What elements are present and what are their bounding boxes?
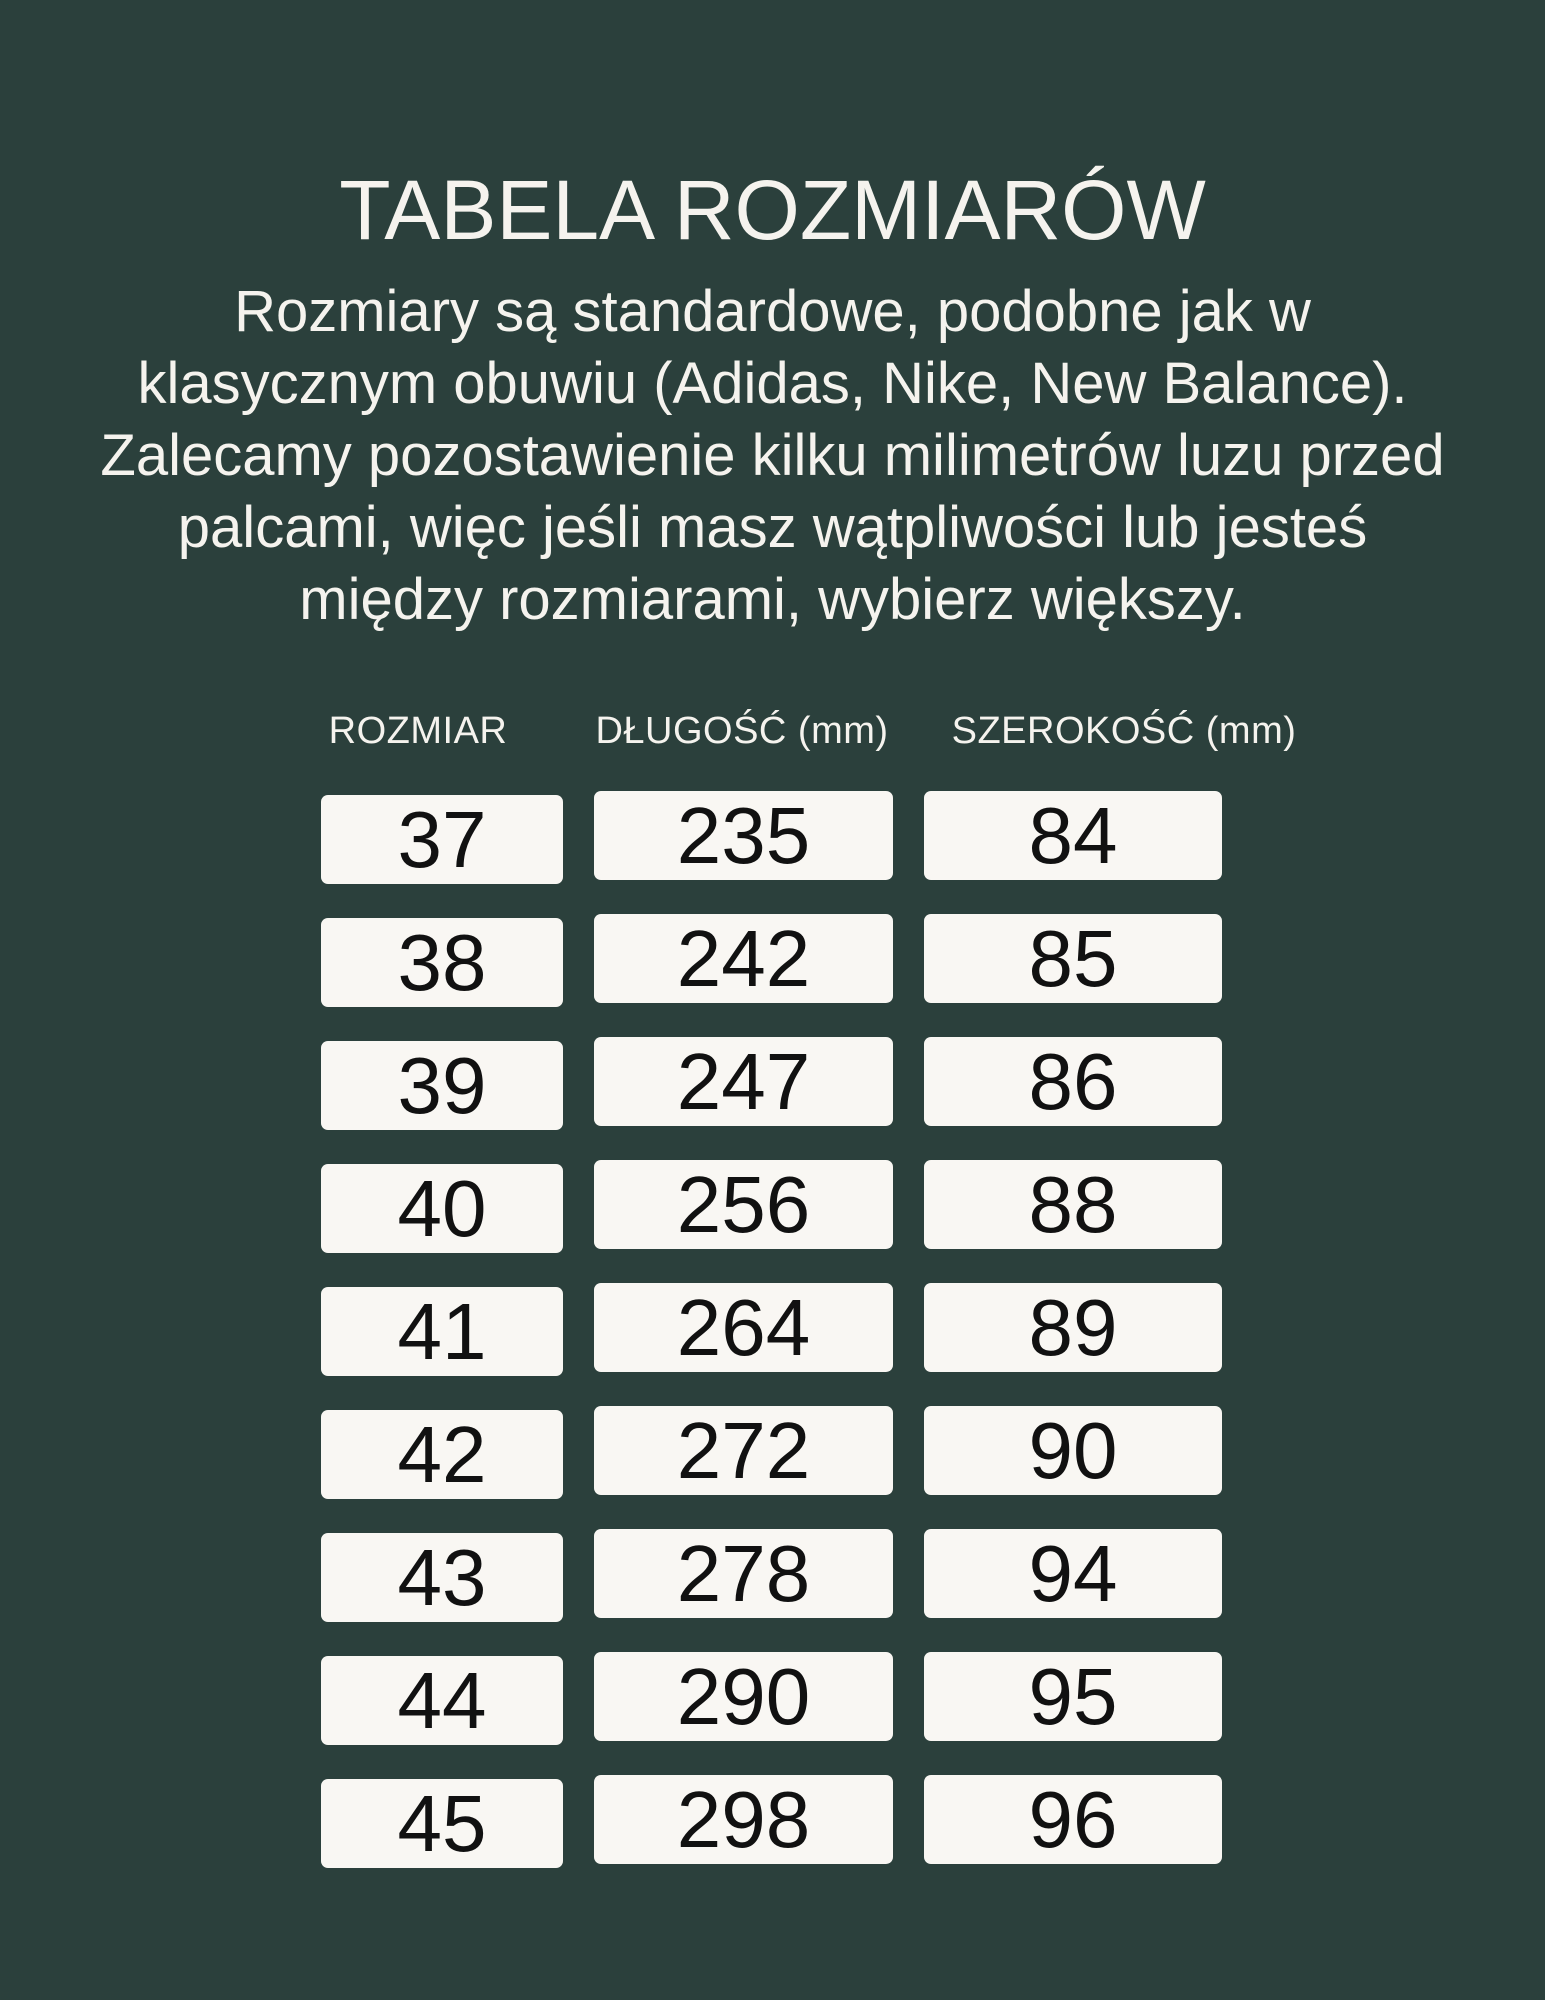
length-cell: 235 bbox=[594, 791, 893, 880]
width-cell: 89 bbox=[924, 1283, 1222, 1372]
size-cell: 38 bbox=[321, 918, 563, 1007]
size-cell: 43 bbox=[321, 1533, 563, 1622]
column-header-width: SZEROKOŚĆ (mm) bbox=[951, 710, 1297, 752]
description bbox=[0, 276, 1545, 636]
table-row bbox=[321, 1405, 1222, 1499]
table-row bbox=[321, 790, 1222, 884]
width-cell: 86 bbox=[924, 1037, 1222, 1126]
table-row bbox=[321, 1651, 1222, 1745]
page-title: TABELA ROZMIARÓW bbox=[339, 163, 1206, 257]
size-cell: 37 bbox=[321, 795, 563, 884]
size-cell: 41 bbox=[321, 1287, 563, 1376]
size-cell: 44 bbox=[321, 1656, 563, 1745]
width-cell: 85 bbox=[924, 914, 1222, 1003]
length-cell: 247 bbox=[594, 1037, 893, 1126]
description-line: klasycznym obuwiu (Adidas, Nike, New Balance). bbox=[137, 351, 1408, 416]
size-cell: 40 bbox=[321, 1164, 563, 1253]
table-row bbox=[321, 1159, 1222, 1253]
width-cell: 88 bbox=[924, 1160, 1222, 1249]
table-row bbox=[321, 1774, 1222, 1868]
length-cell: 242 bbox=[594, 914, 893, 1003]
size-cell: 45 bbox=[321, 1779, 563, 1868]
description-line: palcami, więc jeśli masz wątpliwości lub jesteś bbox=[177, 495, 1368, 560]
description-line: Rozmiary są standardowe, podobne jak w bbox=[234, 279, 1311, 344]
width-cell: 95 bbox=[924, 1652, 1222, 1741]
table-row bbox=[321, 913, 1222, 1007]
description-line: między rozmiarami, wybierz większy. bbox=[299, 567, 1246, 632]
length-cell: 256 bbox=[594, 1160, 893, 1249]
size-table bbox=[321, 790, 1222, 1868]
length-cell: 278 bbox=[594, 1529, 893, 1618]
length-cell: 298 bbox=[594, 1775, 893, 1864]
size-cell: 39 bbox=[321, 1041, 563, 1130]
length-cell: 290 bbox=[594, 1652, 893, 1741]
description-line: Zalecamy pozostawienie kilku milimetrów luzu przed bbox=[100, 423, 1445, 488]
column-header-size: ROZMIAR bbox=[328, 710, 508, 752]
size-cell: 42 bbox=[321, 1410, 563, 1499]
width-cell: 84 bbox=[924, 791, 1222, 880]
length-cell: 272 bbox=[594, 1406, 893, 1495]
width-cell: 90 bbox=[924, 1406, 1222, 1495]
width-cell: 94 bbox=[924, 1529, 1222, 1618]
table-row bbox=[321, 1282, 1222, 1376]
length-cell: 264 bbox=[594, 1283, 893, 1372]
table-row bbox=[321, 1528, 1222, 1622]
column-header-length: DŁUGOŚĆ (mm) bbox=[595, 710, 889, 752]
width-cell: 96 bbox=[924, 1775, 1222, 1864]
table-row bbox=[321, 1036, 1222, 1130]
